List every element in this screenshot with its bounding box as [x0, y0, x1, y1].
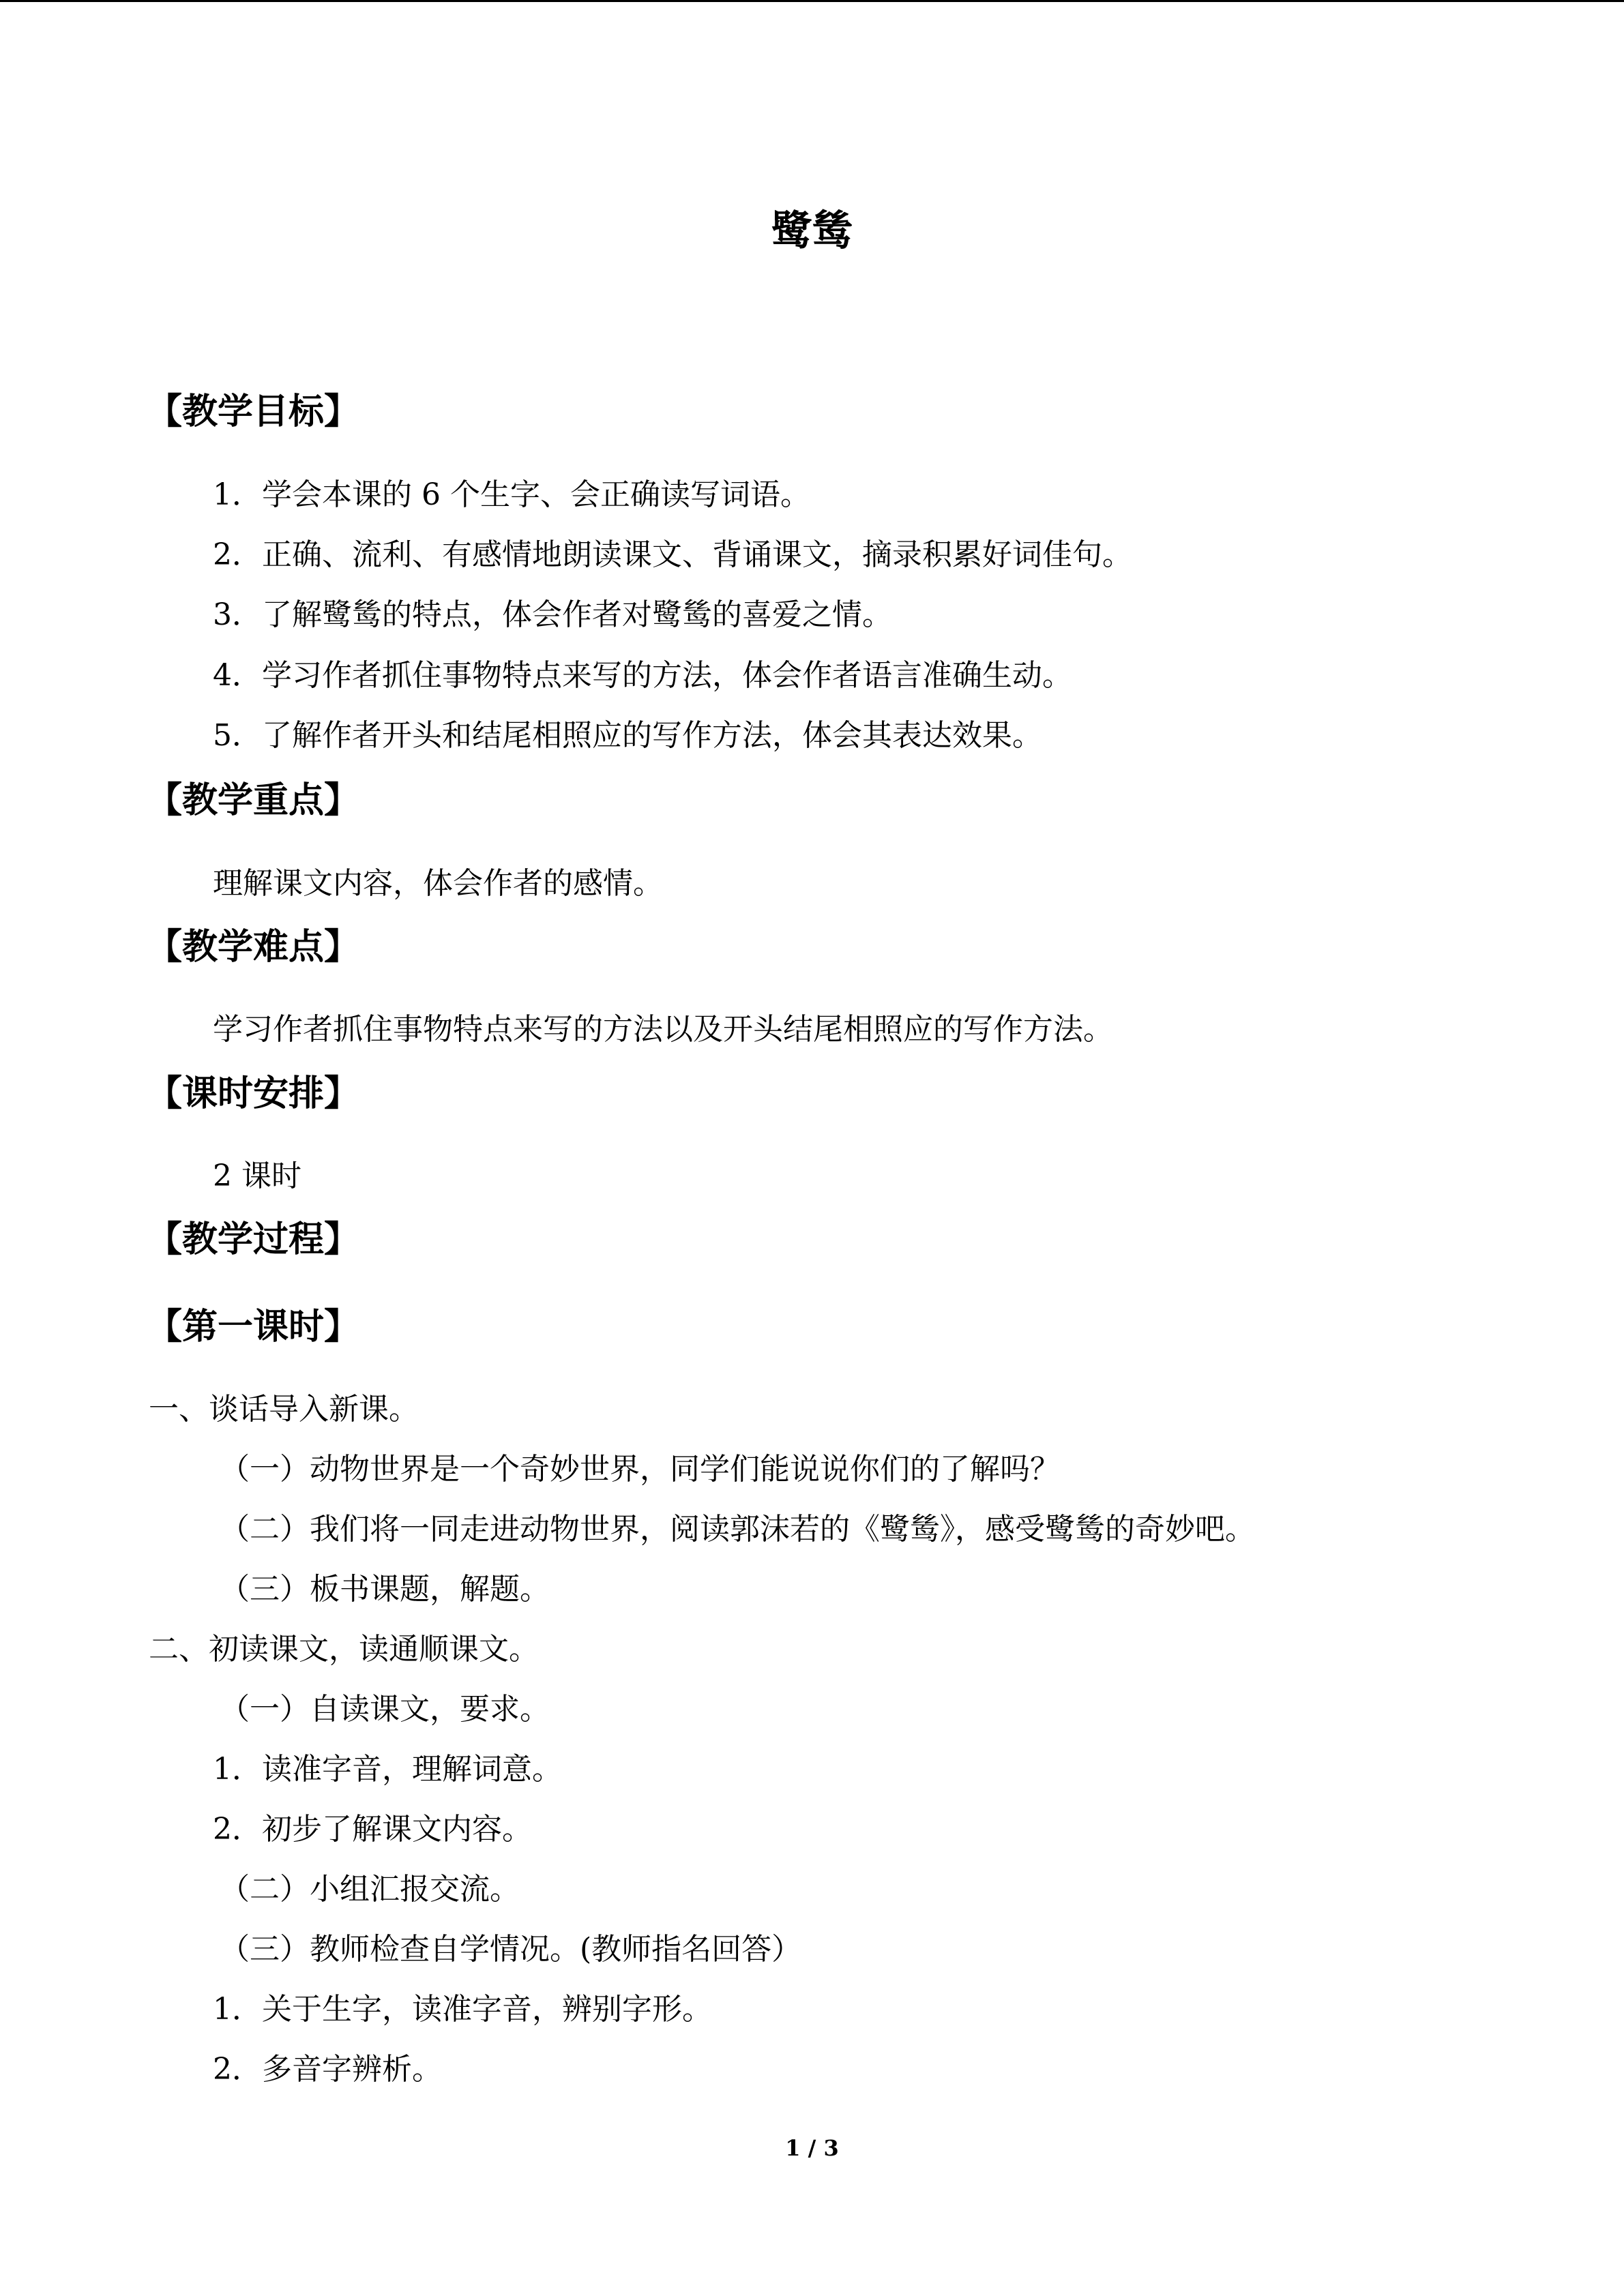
part2-title: 二、初读课文，读通顺课文。 — [149, 1632, 539, 1667]
heading-key-points: 【教学重点】 — [147, 779, 360, 821]
document-title: 鹭鸶 — [771, 207, 853, 255]
part2-item: 1．读准字音，理解词意。 — [213, 1752, 562, 1787]
heading-objectives: 【教学目标】 — [147, 391, 360, 432]
objective-item: 2．正确、流利、有感情地朗读课文、背诵课文，摘录积累好词佳句。 — [213, 537, 1132, 572]
heading-process: 【教学过程】 — [147, 1219, 360, 1260]
objective-item: 3．了解鹭鸶的特点，体会作者对鹭鸶的喜爱之情。 — [213, 597, 892, 632]
part2-item: （三）教师检查自学情况。(教师指名回答） — [220, 1932, 802, 1967]
difficulties-text: 学习作者抓住事物特点来写的方法以及开头结尾相照应的写作方法。 — [213, 1012, 1113, 1047]
heading-first-lesson: 【第一课时】 — [147, 1306, 360, 1347]
objective-item: 5．了解作者开头和结尾相照应的写作方法，体会其表达效果。 — [213, 718, 1042, 753]
part1-title: 一、谈话导入新课。 — [149, 1392, 419, 1427]
part2-item: 1．关于生字，读准字音，辨别字形。 — [213, 1992, 712, 2027]
heading-difficulties: 【教学难点】 — [147, 926, 360, 968]
part1-item: （二）我们将一同走进动物世界，阅读郭沫若的《鹭鸶》，感受鹭鸶的奇妙吧。 — [220, 1512, 1255, 1547]
key-points-text: 理解课文内容，体会作者的感情。 — [213, 866, 663, 901]
objective-item: 1．学会本课的 6 个生字、会正确读写词语。 — [213, 477, 810, 512]
part1-item: （一）动物世界是一个奇妙世界，同学们能说说你们的了解吗？ — [220, 1452, 1060, 1487]
heading-schedule: 【课时安排】 — [147, 1073, 360, 1114]
schedule-text: 2 课时 — [213, 1159, 301, 1193]
part2-item: （二）小组汇报交流。 — [220, 1872, 520, 1907]
part1-item: （三）板书课题，解题。 — [220, 1572, 550, 1607]
part2-item: （一）自读课文，要求。 — [220, 1692, 550, 1727]
part2-item: 2．初步了解课文内容。 — [213, 1812, 532, 1847]
objective-item: 4．学习作者抓住事物特点来写的方法，体会作者语言准确生动。 — [213, 658, 1072, 693]
part2-item: 2．多音字辨析。 — [213, 2052, 442, 2087]
page-number: 1 / 3 — [785, 2135, 839, 2161]
